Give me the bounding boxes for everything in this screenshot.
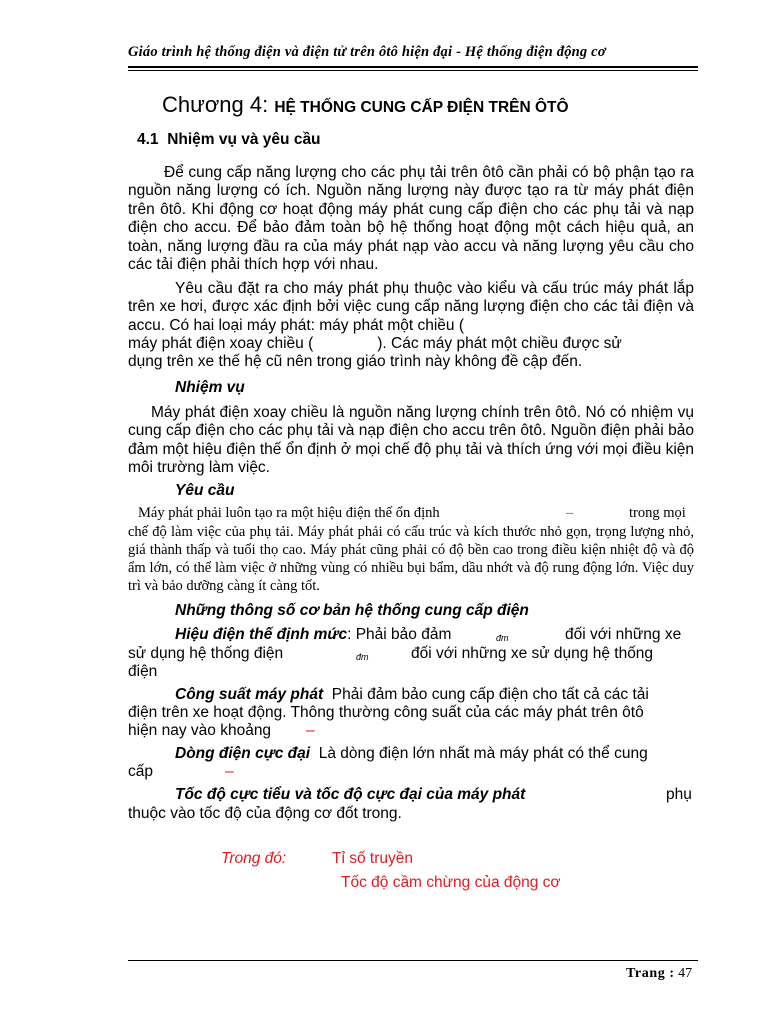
paragraph-intro-text: Để cung cấp năng lượng cho các phụ tải trên ôtô cần phải có bộ phận tạo ra nguồn năng lượng có ích. Nguồn năng lượng này được tạo ra từ máy phát điện trên ôtô. Khi động cơ hoạt động máy phát cung cấp điện cho các phụ tải và nạp điện cho accu. Để bảo đảm toàn bộ hệ thống hoạt động một cách hiệu quả, an toàn, năng lượng đầu ra của máy phát nạp vào accu và năng lượng yêu cầu cho các tải điện phải thích hợp với nhau. <box>128 164 694 274</box>
power-label: Công suất máy phát <box>175 686 324 703</box>
current-line2-text: cấp <box>128 763 153 780</box>
subheading-yeu-cau: Yêu cầu <box>175 482 235 499</box>
current-text1: Là dòng điện lớn nhất mà máy phát có thể cung <box>318 745 648 762</box>
yeu-cau-line1 <box>138 505 694 522</box>
voltage-text2: đối với những xe <box>565 626 682 643</box>
running-header: Giáo trình hệ thống điện và điện tử trên ôtô hiện đại - Hệ thống điện động cơ <box>128 44 606 60</box>
section-heading <box>137 131 321 149</box>
paragraph-requirements-text-c-start: ). Các máy phát một chiều được sử <box>377 335 622 352</box>
section-title: Nhiệm vụ và yêu cầu <box>167 131 321 148</box>
chapter-title <box>162 92 569 118</box>
yeu-cau-line1-end: trong mọi <box>629 505 686 521</box>
section-number: 4.1 <box>137 131 159 148</box>
voltage-sub-dm-1: đm <box>496 633 509 643</box>
speed-line1 <box>175 786 695 806</box>
paragraph-requirements-line5 <box>128 353 694 371</box>
paragraph-requirements-text-b: máy phát điện xoay chiều ( <box>128 335 314 352</box>
current-line1 <box>175 745 648 763</box>
header-rule-thick <box>128 66 698 68</box>
paragraph-nhiem-vu <box>128 404 694 478</box>
power-line2: điện trên xe hoạt động. Thông thường công suất của các máy phát trên ôtô <box>128 704 644 721</box>
paragraph-requirements-line1 <box>128 280 694 335</box>
yeu-cau-dash: – <box>566 505 574 521</box>
voltage-line3: điện <box>128 663 158 680</box>
power-dash: – <box>306 722 315 739</box>
paragraph-requirements-line4 <box>128 335 694 353</box>
where-item-idle-speed: Tốc độ cầm chừng của động cơ <box>341 874 561 891</box>
yeu-cau-line1-text: Máy phát phải luôn tạo ra một hiệu điện thế ổn định <box>138 505 440 521</box>
voltage-text1: : Phải bảo đảm <box>347 626 452 643</box>
where-item-ratio: Tỉ số truyền <box>332 850 413 867</box>
voltage-sub-dm-2: đm <box>356 652 369 662</box>
power-line3 <box>128 722 694 742</box>
speed-label: Tốc độ cực tiểu và tốc độ cực đại của máy phát <box>175 786 526 803</box>
chapter-lead: Chương 4: <box>162 92 275 117</box>
speed-text1: phụ <box>666 786 692 803</box>
where-label: Trong đó: <box>221 850 287 867</box>
paragraph-nhiem-vu-text: Máy phát điện xoay chiều là nguồn năng lượng chính trên ôtô. Nó có nhiệm vụ cung cấp điện cho các phụ tải và nạp điện cho accu trên ôtô. Nguồn điện phải bảo đảm một hiệu điện thế ổn định ở mọi chế độ phụ tải và thích ứng với mọi điều kiện môi trường làm việc. <box>128 404 694 477</box>
voltage-label: Hiệu điện thế định mức <box>175 626 348 643</box>
header-rule-thin <box>128 70 698 71</box>
voltage-line1 <box>175 626 695 646</box>
paragraph-requirements-text-a: Yêu cầu đặt ra cho máy phát phụ thuộc vào kiểu và cấu trúc máy phát lắp trên xe hơi, được xác định bởi việc cung cấp năng lượng điện cho các tải điện và accu. Có hai loại máy phát: máy phát một chiều ( <box>128 280 694 334</box>
speed-line2: thuộc vào tốc độ của động cơ đốt trong. <box>128 805 402 822</box>
voltage-line2a: sử dụng hệ thống điện <box>128 645 284 662</box>
current-label: Dòng điện cực đại <box>175 745 311 762</box>
subheading-params: Những thông số cơ bản hệ thống cung cấp điện <box>175 602 529 619</box>
chapter-name: HỆ THỐNG CUNG CẤP ĐIỆN TRÊN ÔTÔ <box>274 99 569 116</box>
power-line3-text: hiện nay vào khoảng <box>128 722 272 739</box>
paragraph-intro <box>128 164 694 274</box>
power-text1: Phải đảm bảo cung cấp điện cho tất cả các tải <box>331 686 649 703</box>
yeu-cau-body: chế độ làm việc của phụ tải. Máy phát phải có cấu trúc và kích thước nhỏ gọn, trọng lượng nhỏ, giá thành thấp và tuổi thọ cao. Máy phát cũng phải có độ bền cao trong điều kiện nhiệt độ và độ ẩm lớn, có thể làm việc ở những vùng có nhiều bụi bẩm, dầu nhớt và độ rung động lớn. Việc duy trì và bảo dưỡng càng ít càng tốt. <box>128 524 694 595</box>
footer-rule <box>128 960 698 961</box>
voltage-line2 <box>128 645 694 665</box>
footer-label: Trang : <box>626 966 675 981</box>
power-line1 <box>175 686 649 704</box>
paragraph-requirements-text-c-end: dụng trên xe thế hệ cũ nên trong giáo trình này không đề cập đến. <box>128 353 583 370</box>
voltage-line2b: đối với những xe sử dụng hệ thống <box>411 645 654 662</box>
page-number: 47 <box>678 966 693 981</box>
subheading-nhiem-vu: Nhiệm vụ <box>175 379 245 396</box>
current-dash: – <box>225 763 234 780</box>
page-footer <box>626 966 692 982</box>
current-line2 <box>128 763 694 783</box>
